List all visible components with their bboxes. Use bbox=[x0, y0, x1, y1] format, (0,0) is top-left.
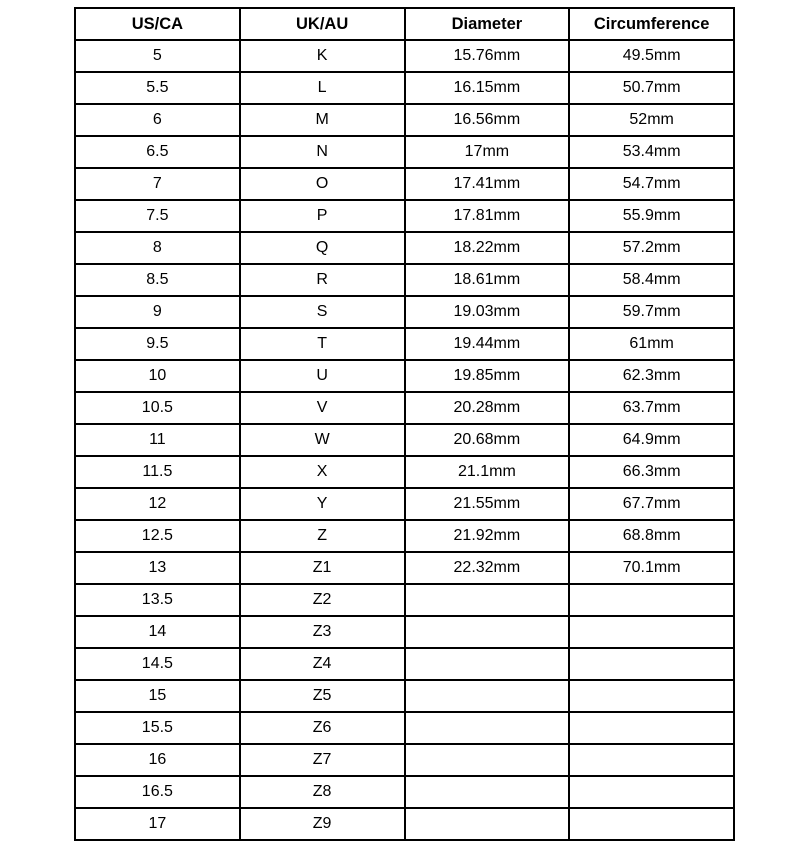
table-header bbox=[75, 8, 734, 40]
table-row bbox=[75, 616, 734, 648]
cell-circumference: 50.7mm bbox=[569, 72, 734, 104]
cell-uk-au: Z7 bbox=[240, 744, 405, 776]
cell-us-ca: 14.5 bbox=[75, 648, 240, 680]
cell-us-ca: 10.5 bbox=[75, 392, 240, 424]
cell-diameter: 15.76mm bbox=[405, 40, 570, 72]
cell-uk-au: Z3 bbox=[240, 616, 405, 648]
table-row bbox=[75, 744, 734, 776]
cell-circumference: 58.4mm bbox=[569, 264, 734, 296]
cell-us-ca: 9.5 bbox=[75, 328, 240, 360]
cell-circumference: 55.9mm bbox=[569, 200, 734, 232]
cell-uk-au: R bbox=[240, 264, 405, 296]
cell-circumference: 63.7mm bbox=[569, 392, 734, 424]
cell-diameter: 19.85mm bbox=[405, 360, 570, 392]
cell-circumference: 49.5mm bbox=[569, 40, 734, 72]
table-row bbox=[75, 296, 734, 328]
cell-diameter: 20.68mm bbox=[405, 424, 570, 456]
cell-us-ca: 11 bbox=[75, 424, 240, 456]
column-header-us-ca: US/CA bbox=[75, 8, 240, 40]
table-row bbox=[75, 456, 734, 488]
cell-diameter-empty bbox=[405, 680, 570, 712]
cell-us-ca: 13.5 bbox=[75, 584, 240, 616]
table-row bbox=[75, 712, 734, 744]
cell-circumference: 64.9mm bbox=[569, 424, 734, 456]
column-header-diameter: Diameter bbox=[405, 8, 570, 40]
cell-uk-au: Z bbox=[240, 520, 405, 552]
table-row bbox=[75, 552, 734, 584]
cell-diameter: 19.03mm bbox=[405, 296, 570, 328]
cell-us-ca: 14 bbox=[75, 616, 240, 648]
table-row bbox=[75, 424, 734, 456]
column-header-uk-au: UK/AU bbox=[240, 8, 405, 40]
cell-diameter: 21.1mm bbox=[405, 456, 570, 488]
cell-circumference: 62.3mm bbox=[569, 360, 734, 392]
cell-uk-au: K bbox=[240, 40, 405, 72]
cell-uk-au: S bbox=[240, 296, 405, 328]
table-row bbox=[75, 328, 734, 360]
cell-uk-au: W bbox=[240, 424, 405, 456]
cell-diameter: 17mm bbox=[405, 136, 570, 168]
cell-uk-au: Q bbox=[240, 232, 405, 264]
table-row bbox=[75, 488, 734, 520]
cell-uk-au: Y bbox=[240, 488, 405, 520]
cell-circumference: 59.7mm bbox=[569, 296, 734, 328]
cell-uk-au: Z1 bbox=[240, 552, 405, 584]
table-row bbox=[75, 264, 734, 296]
cell-us-ca: 16.5 bbox=[75, 776, 240, 808]
cell-uk-au: M bbox=[240, 104, 405, 136]
table-row bbox=[75, 648, 734, 680]
cell-circumference-empty bbox=[569, 616, 734, 648]
cell-us-ca: 12.5 bbox=[75, 520, 240, 552]
cell-uk-au: V bbox=[240, 392, 405, 424]
cell-diameter: 21.92mm bbox=[405, 520, 570, 552]
cell-diameter: 18.61mm bbox=[405, 264, 570, 296]
cell-circumference-empty bbox=[569, 712, 734, 744]
cell-us-ca: 8 bbox=[75, 232, 240, 264]
cell-us-ca: 7.5 bbox=[75, 200, 240, 232]
cell-diameter: 22.32mm bbox=[405, 552, 570, 584]
cell-diameter: 16.56mm bbox=[405, 104, 570, 136]
cell-us-ca: 15 bbox=[75, 680, 240, 712]
cell-us-ca: 13 bbox=[75, 552, 240, 584]
cell-circumference: 67.7mm bbox=[569, 488, 734, 520]
table-row bbox=[75, 104, 734, 136]
cell-circumference-empty bbox=[569, 584, 734, 616]
cell-circumference-empty bbox=[569, 680, 734, 712]
cell-circumference-empty bbox=[569, 808, 734, 840]
ring-size-chart bbox=[74, 7, 735, 832]
table-row bbox=[75, 680, 734, 712]
ring-size-table bbox=[74, 7, 735, 841]
table-row bbox=[75, 520, 734, 552]
cell-diameter-empty bbox=[405, 808, 570, 840]
cell-circumference: 66.3mm bbox=[569, 456, 734, 488]
table-row bbox=[75, 200, 734, 232]
cell-diameter-empty bbox=[405, 584, 570, 616]
cell-diameter: 18.22mm bbox=[405, 232, 570, 264]
cell-uk-au: U bbox=[240, 360, 405, 392]
table-body bbox=[75, 40, 734, 840]
cell-diameter: 21.55mm bbox=[405, 488, 570, 520]
cell-circumference: 53.4mm bbox=[569, 136, 734, 168]
cell-uk-au: Z9 bbox=[240, 808, 405, 840]
table-row bbox=[75, 360, 734, 392]
cell-uk-au: Z8 bbox=[240, 776, 405, 808]
cell-us-ca: 5.5 bbox=[75, 72, 240, 104]
column-header-circumference: Circumference bbox=[569, 8, 734, 40]
cell-circumference-empty bbox=[569, 744, 734, 776]
cell-us-ca: 7 bbox=[75, 168, 240, 200]
cell-circumference: 70.1mm bbox=[569, 552, 734, 584]
cell-us-ca: 10 bbox=[75, 360, 240, 392]
cell-uk-au: Z2 bbox=[240, 584, 405, 616]
cell-uk-au: O bbox=[240, 168, 405, 200]
cell-us-ca: 6 bbox=[75, 104, 240, 136]
cell-uk-au: P bbox=[240, 200, 405, 232]
table-row bbox=[75, 808, 734, 840]
cell-circumference: 52mm bbox=[569, 104, 734, 136]
cell-diameter: 19.44mm bbox=[405, 328, 570, 360]
cell-diameter: 17.81mm bbox=[405, 200, 570, 232]
cell-circumference-empty bbox=[569, 648, 734, 680]
cell-uk-au: L bbox=[240, 72, 405, 104]
cell-diameter-empty bbox=[405, 776, 570, 808]
cell-uk-au: T bbox=[240, 328, 405, 360]
cell-diameter-empty bbox=[405, 616, 570, 648]
cell-us-ca: 15.5 bbox=[75, 712, 240, 744]
cell-us-ca: 5 bbox=[75, 40, 240, 72]
cell-us-ca: 8.5 bbox=[75, 264, 240, 296]
cell-diameter-empty bbox=[405, 712, 570, 744]
table-row bbox=[75, 776, 734, 808]
cell-uk-au: Z5 bbox=[240, 680, 405, 712]
cell-us-ca: 16 bbox=[75, 744, 240, 776]
cell-diameter: 17.41mm bbox=[405, 168, 570, 200]
table-row bbox=[75, 72, 734, 104]
cell-us-ca: 17 bbox=[75, 808, 240, 840]
cell-diameter-empty bbox=[405, 744, 570, 776]
cell-uk-au: N bbox=[240, 136, 405, 168]
table-row bbox=[75, 584, 734, 616]
cell-us-ca: 12 bbox=[75, 488, 240, 520]
cell-circumference: 57.2mm bbox=[569, 232, 734, 264]
cell-diameter-empty bbox=[405, 648, 570, 680]
cell-us-ca: 9 bbox=[75, 296, 240, 328]
cell-uk-au: X bbox=[240, 456, 405, 488]
table-header-row bbox=[75, 8, 734, 40]
table-row bbox=[75, 40, 734, 72]
table-row bbox=[75, 168, 734, 200]
cell-circumference: 61mm bbox=[569, 328, 734, 360]
cell-diameter: 20.28mm bbox=[405, 392, 570, 424]
cell-diameter: 16.15mm bbox=[405, 72, 570, 104]
table-row bbox=[75, 392, 734, 424]
table-row bbox=[75, 232, 734, 264]
cell-us-ca: 6.5 bbox=[75, 136, 240, 168]
cell-circumference: 54.7mm bbox=[569, 168, 734, 200]
cell-circumference-empty bbox=[569, 776, 734, 808]
cell-uk-au: Z6 bbox=[240, 712, 405, 744]
cell-uk-au: Z4 bbox=[240, 648, 405, 680]
table-row bbox=[75, 136, 734, 168]
cell-circumference: 68.8mm bbox=[569, 520, 734, 552]
cell-us-ca: 11.5 bbox=[75, 456, 240, 488]
